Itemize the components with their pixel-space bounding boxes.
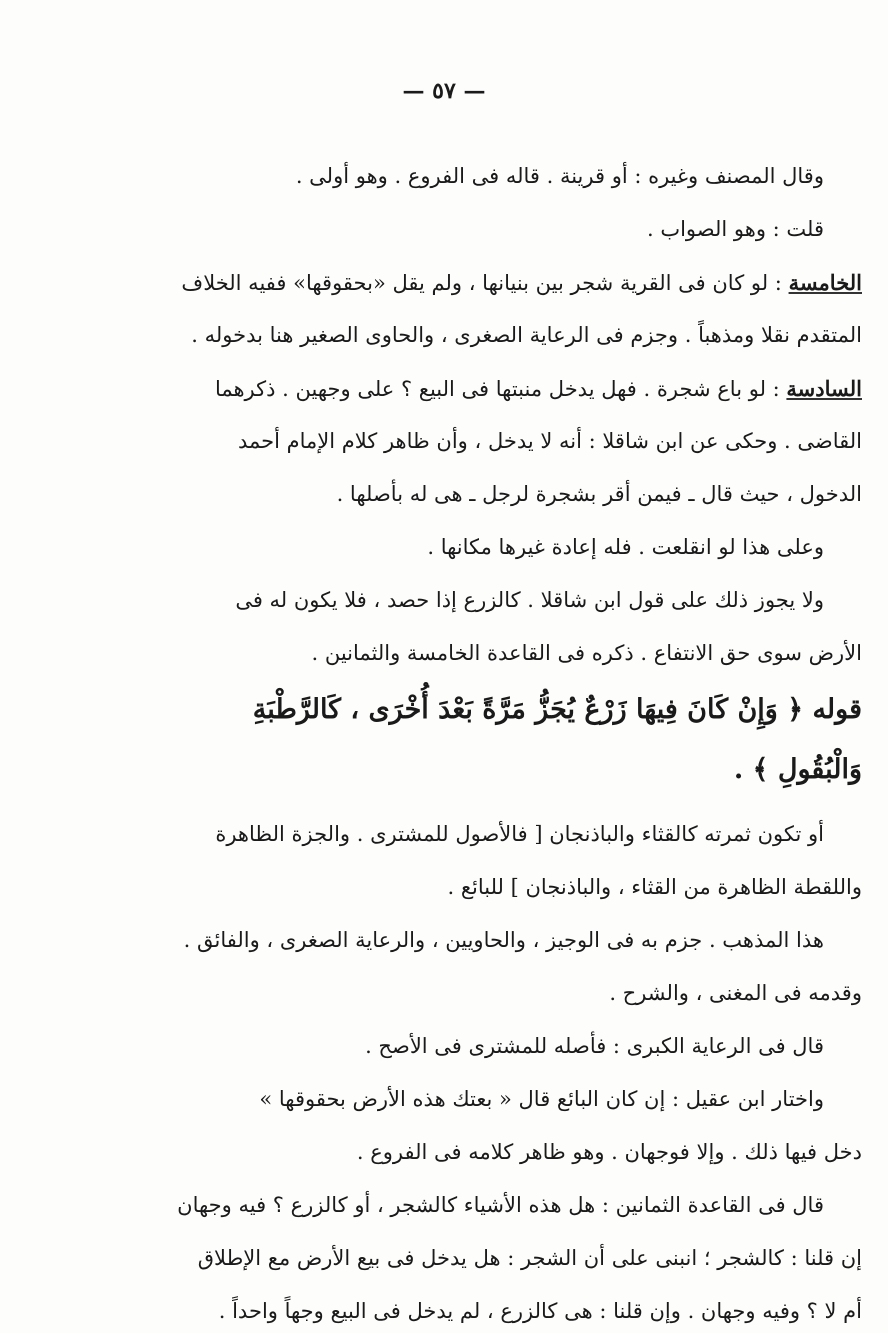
- section-label: السادسة: [786, 376, 862, 401]
- spacer: [150, 800, 862, 808]
- paragraph-line: أم لا ؟ وفيه وجهان . وإن قلنا : هى كالزرع ، لم يدخل فى البيع وجهاً واحداً .: [218, 1299, 862, 1323]
- paragraph-line: [150, 256, 862, 309]
- paragraph-line: وعلى هذا لو انقلعت . فله إعادة غيرها مكانها .: [427, 535, 824, 559]
- paragraph-line: واختار ابن عقيل : إن كان البائع قال « بعتك هذه الأرض بحقوقها »: [259, 1087, 824, 1111]
- paragraph-line: قلت : وهو الصواب .: [646, 217, 824, 241]
- quran-quote-line: وَالْبُقُولِ ﴾ .: [733, 754, 862, 785]
- paragraph-line: الأرض سوى حق الانتفاع . ذكره فى القاعدة الخامسة والثمانين .: [311, 641, 862, 665]
- page-number: — ٥٧ —: [402, 78, 486, 104]
- paragraph-line: الدخول ، حيث قال ـ فيمن أقر بشجرة لرجل ـ هى له بأصلها .: [336, 482, 862, 506]
- paragraph-line: [150, 362, 862, 415]
- page-body: [150, 150, 862, 1338]
- paragraph-line: دخل فيها ذلك . وإلا فوجهان . وهو ظاهر كلامه فى الفروع .: [356, 1140, 862, 1164]
- paragraph-line: وقال المصنف وغيره : أو قرينة . قاله فى الفروع . وهو أولى .: [295, 164, 824, 188]
- quran-quote-line: قوله ﴿ وَإِنْ كَانَ فِيهَا زَرْعٌ يُجَزُّ مَرَّةً بَعْدَ أُخْرَى ، كَالرَّطْبَةِ: [252, 694, 862, 725]
- paragraph-line: ولا يجوز ذلك على قول ابن شاقلا . كالزرع إذا حصد ، فلا يكون له فى: [235, 588, 824, 612]
- paragraph-line: وقدمه فى المغنى ، والشرح .: [609, 981, 862, 1005]
- paragraph-line: المتقدم نقلا ومذهباً . وجزم فى الرعاية الصغرى ، والحاوى الصغير هنا بدخوله .: [191, 323, 862, 347]
- paragraph-line: هذا المذهب . جزم به فى الوجيز ، والحاويين ، والرعاية الصغرى ، والفائق .: [183, 928, 824, 952]
- paragraph-line: إن قلنا : كالشجر ؛ انبنى على أن الشجر : هل يدخل فى بيع الأرض مع الإطلاق: [197, 1246, 862, 1270]
- line-text: : لو كان فى القرية شجر بين بنيانها ، ولم يقل «بحقوقها» ففيه الخلاف: [181, 271, 782, 295]
- paragraph-line: القاضى . وحكى عن ابن شاقلا : أنه لا يدخل ، وأن ظاهر كلام الإمام أحمد: [237, 429, 862, 453]
- paragraph-line: قال فى الرعاية الكبرى : فأصله للمشترى فى الأصح .: [365, 1034, 824, 1058]
- paragraph-line: قال فى القاعدة الثمانين : هل هذه الأشياء كالشجر ، أو كالزرع ؟ فيه وجهان: [177, 1193, 824, 1217]
- section-label: الخامسة: [788, 270, 862, 295]
- line-text: : لو باع شجرة . فهل يدخل منبتها فى البيع ؟ على وجهين . ذكرهما: [214, 377, 780, 401]
- paragraph-line: أو تكون ثمرته كالقثاء والباذنجان [ فالأصول للمشترى . والجزة الظاهرة: [215, 822, 824, 846]
- paragraph-line: واللقطة الظاهرة من القثاء ، والباذنجان ] للبائع .: [447, 875, 862, 899]
